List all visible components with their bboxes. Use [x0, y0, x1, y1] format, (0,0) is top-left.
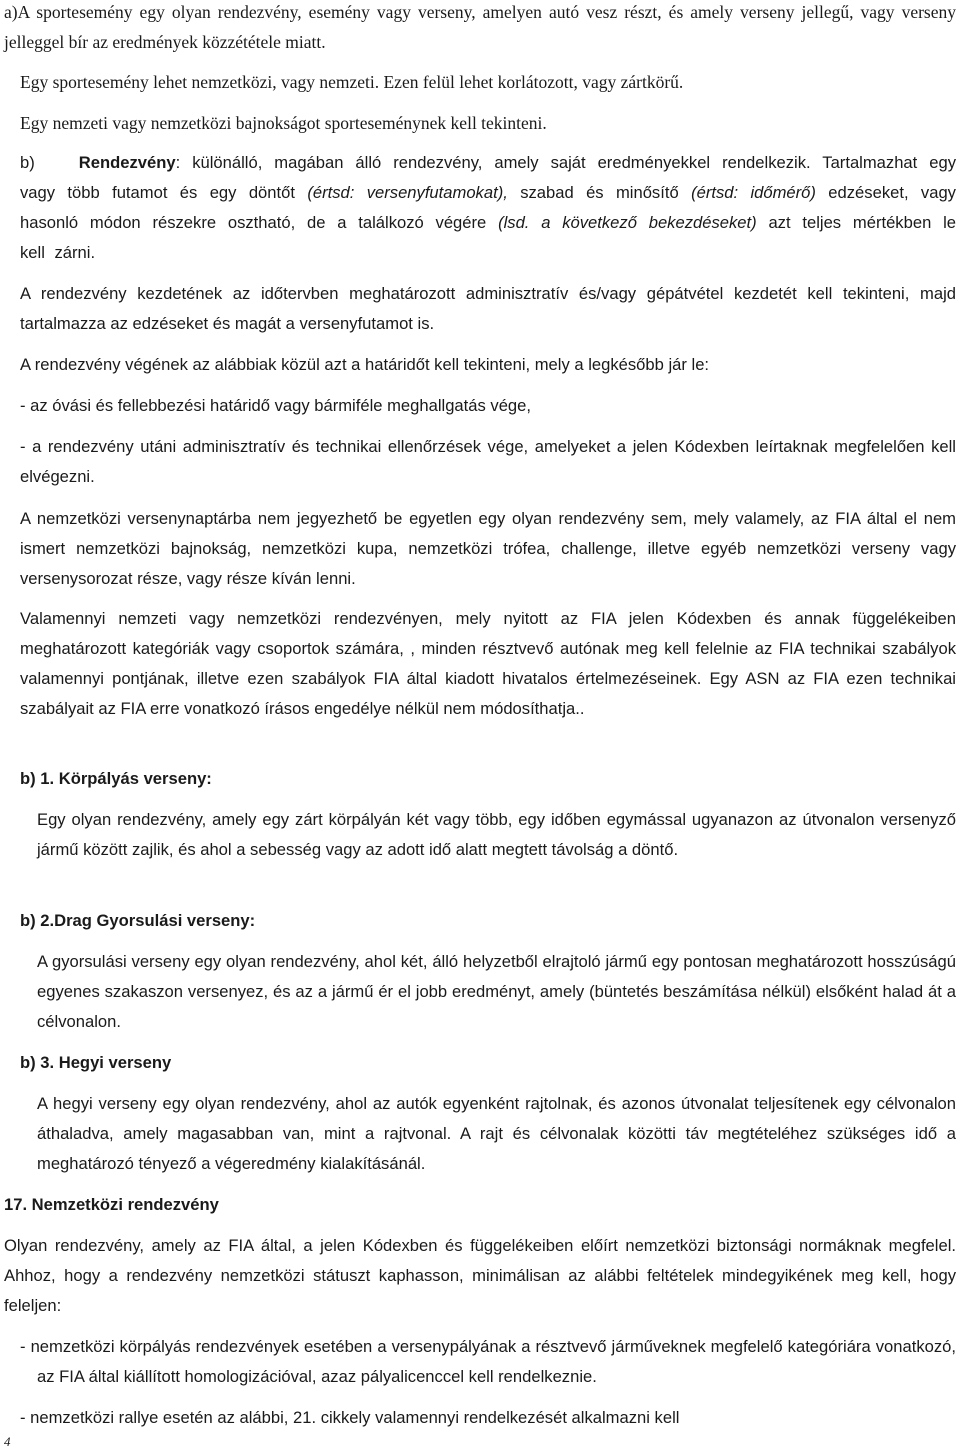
- paragraph-b: [20, 148, 956, 268]
- section-17-dash-1: [20, 1332, 956, 1392]
- heading-b1: b) 1. Körpályás verseny:: [20, 769, 212, 788]
- paragraph-section-17: [4, 1231, 956, 1321]
- paragraph-end: A rendezvény végének az alábbiak közül azt a határidőt kell tekinteni, mely a legkésőbb jár le:: [20, 355, 710, 374]
- paragraph-b-label: b): [20, 153, 35, 172]
- paragraph-a-3: Egy nemzeti vagy nemzetközi bajnokságot sporteseménynek kell tekinteni.: [20, 113, 547, 133]
- paragraph-b-text-4: azt teljes mértékben le kell zárni.: [20, 213, 956, 262]
- dash-item-1: - az óvási és fellebbezési határidő vagy bármiféle meghallgatás vége,: [20, 396, 532, 415]
- paragraph-start-text: A rendezvény kezdetének az időtervben meghatározott adminisztratív és/vagy gépátvétel kezdetét kell tekinteni, majd tartalmazza az edzéseket és magát a versenyfutamot is.: [20, 284, 956, 333]
- paragraph-b-italic-1: (értsd: versenyfutamokat),: [307, 183, 508, 202]
- paragraph-calendar-text: A nemzetközi versenynaptárba nem jegyezhető be egyetlen egy olyan rendezvény sem, mely valamely, az FIA által el nem ismert nemzetközi bajnokság, nemzetközi kupa, nemzetközi trófea, challenge, illetve egyéb nemzetközi verseny vagy versenysorozat része, vagy része kíván lenni.: [20, 509, 956, 588]
- paragraph-b3: [37, 1089, 956, 1179]
- paragraph-section-17-text: Olyan rendezvény, amely az FIA által, a jelen Kódexben és függelékeiben előírt nemzetközi biztonsági normáknak megfelel. Ahhoz, hogy a rendezvény nemzetközi státuszt kaphasson, minimálisan az alábbi feltételek mindegyikének meg kell, hogy feleljen:: [4, 1236, 956, 1315]
- paragraph-a-2: Egy sportesemény lehet nemzetközi, vagy nemzeti. Ezen felül lehet korlátozott, vagy zártkörű.: [20, 72, 684, 92]
- dash-item-2: [20, 432, 956, 492]
- paragraph-b-colon: :: [175, 153, 181, 172]
- paragraph-b2: [37, 947, 956, 1037]
- paragraph-start: [20, 279, 956, 339]
- paragraph-a-text: A sportesemény egy olyan rendezvény, esemény vagy verseny, amelyen autó vesz részt, és amely verseny jellegű, vagy verseny jelleggel bír az eredmények közzététele miatt.: [4, 2, 956, 52]
- paragraph-b2-text: A gyorsulási verseny egy olyan rendezvény, ahol két, álló helyzetből elrajtoló jármű egy pontosan meghatározott hosszúságú egyenes szakaszon versenyez, és az a jármű ér el jobb eredményt, amely (büntetés beszámítása nélkül) elsőként halad át a célvonalon.: [37, 952, 956, 1031]
- heading-section-17: 17. Nemzetközi rendezvény: [4, 1195, 219, 1214]
- paragraph-technical-text: Valamennyi nemzeti vagy nemzetközi rendezvényen, mely nyitott az FIA jelen Kódexben és annak függelékeiben meghatározott kategóriák vagy csoportok számára, , minden résztvevő autónak meg kell felelnie az FIA technikai szabályok valamennyi pontjának, illetve ezen szabályok FIA által kiadott hivatalos értelmezéseinek. Egy ASN az FIA ezen technikai szabályait az FIA erre vonatkozó írásos engedélye nélkül nem módosíthatja..: [20, 609, 956, 718]
- paragraph-b-italic-2: (értsd: időmérő): [691, 183, 816, 202]
- paragraph-b1-text: Egy olyan rendezvény, amely egy zárt körpályán két vagy több, egy időben egymással ugyanazon az útvonalon versenyző jármű között zajlik, és ahol a sebesség vagy az adott idő alatt megtett távolság a döntő.: [37, 810, 956, 859]
- paragraph-a-label: a): [4, 2, 18, 22]
- paragraph-technical: [20, 604, 956, 724]
- paragraph-b1: [37, 805, 956, 865]
- heading-b2: b) 2.Drag Gyorsulási verseny:: [20, 911, 256, 930]
- paragraph-b-term: Rendezvény: [78, 153, 176, 172]
- paragraph-b-text-1: különálló, magában álló rendezvény, amely saját eredményekkel rendelkezik. Tartalmazhat egy vagy több futamot és egy döntőt: [20, 153, 956, 202]
- paragraph-calendar: [20, 504, 956, 594]
- paragraph-a: [4, 0, 956, 57]
- paragraph-b-italic-3: (lsd. a következő bekezdéseket): [498, 213, 757, 232]
- page-number: 4: [4, 1434, 11, 1449]
- paragraph-b-text-3: edzéseket, vagy hasonló módon részekre osztható, de a találkozó végére: [20, 183, 956, 232]
- heading-b3: b) 3. Hegyi verseny: [20, 1053, 172, 1072]
- paragraph-b3-text: A hegyi verseny egy olyan rendezvény, ahol az autók egyenként rajtolnak, és azonos útvonalat teljesítenek egy célvonalon áthaladva, amely magasabban van, mint a rajtvonal. A rajt és célvonalak közötti táv megtételéhez szükséges idő a meghatározó tényező a végeredmény kialakításánál.: [37, 1094, 956, 1173]
- section-17-dash-1-text: - nemzetközi körpályás rendezvények esetében a versenypályának a résztvevő járműveknek megfelelő kategóriára vonatkozó, az FIA által kiállított homologizációval, azaz pályalicenccel kell rendelkeznie.: [20, 1337, 956, 1386]
- paragraph-b-text-2: szabad és minősítő: [507, 183, 692, 202]
- dash-item-2-text: - a rendezvény utáni adminisztratív és technikai ellenőrzések vége, amelyeket a jelen Kódexben leírtaknak megfelelően kell elvégezni.: [20, 437, 956, 486]
- section-17-dash-2: - nemzetközi rallye esetén az alábbi, 21. cikkely valamennyi rendelkezését alkalmazni kell: [20, 1408, 680, 1427]
